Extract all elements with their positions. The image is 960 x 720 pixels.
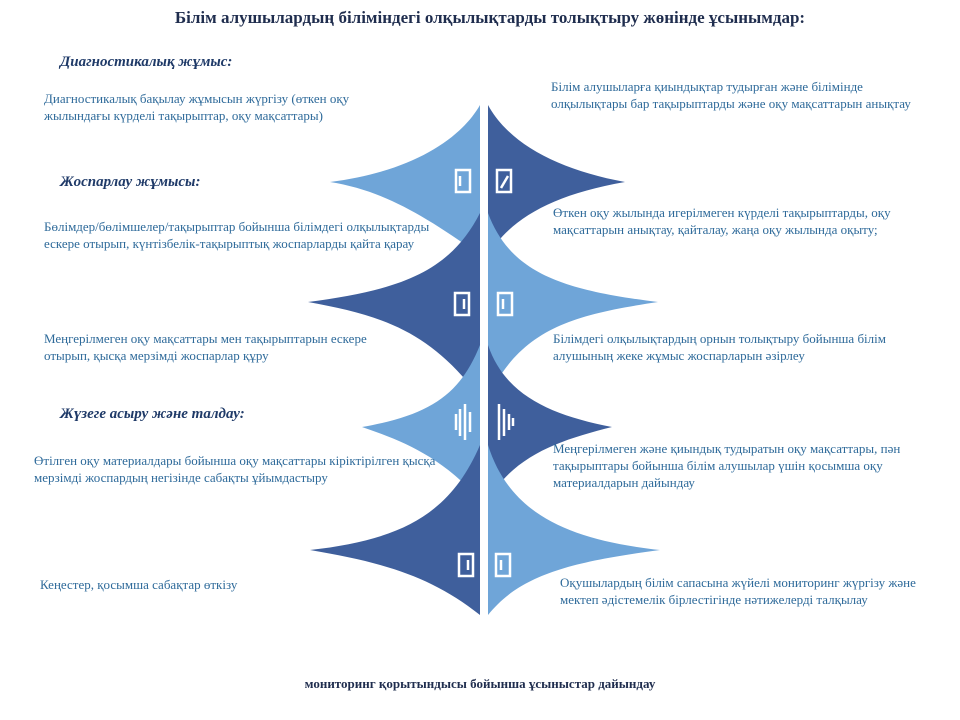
heading-diagnostic: Диагностикалық жұмыс: bbox=[60, 54, 233, 70]
right-item: Өткен оқу жылында игерілмеген күрделі тақырыптарды, оқу мақсаттарын анықтау, қайталау, жаңа оқу жылында оқыту; bbox=[553, 205, 891, 237]
right-item: Білім алушыларға қиындықтар тудырған және білімінде олқылықтары бар тақырыптарды және оқу мақсаттарын анықтау bbox=[551, 79, 911, 111]
right-item: Меңгерілмеген және қиындық тудыратын оқу мақсаттары, пән тақырыптары бойынша білім алушылар үшін қосымша оқу материалдарын дайындау bbox=[553, 441, 901, 490]
right-item: Оқушылардың білім сапасына жүйелі мониторинг жүргізу және мектеп әдістемелік бірлестігінде нәтижелерді талқылау bbox=[560, 575, 916, 607]
left-item: Диагностикалық бақылау жұмысын жүргізу (өткен оқу жылындағы күрделі тақырыптар, оқу мақсаттары) bbox=[44, 91, 350, 123]
left-item: Кеңестер, қосымша сабақтар өткізу bbox=[40, 577, 238, 592]
right-shape-2 bbox=[488, 213, 658, 398]
left-item: Меңгерілмеген оқу мақсаттары мен тақырыптарын ескере отырып, қысқа мерзімді жоспарлар құру bbox=[44, 331, 367, 363]
right-item: Білімдегі олқылықтардың орнын толықтыру бойынша білім алушының жеке жұмыс жоспарларын әзірлеу bbox=[553, 331, 886, 363]
heading-planning: Жоспарлау жұмысы: bbox=[60, 174, 201, 190]
page-title: Білім алушылардың біліміндегі олқылықтарды толықтыру жөнінде ұсынымдар: bbox=[174, 8, 806, 27]
heading-implementation: Жүзеге асыру және талдау: bbox=[60, 406, 245, 422]
footer-text: мониторинг қорытындысы бойынша ұсыныстар дайындау bbox=[304, 676, 656, 691]
left-item: Өтілген оқу материалдары бойынша оқу мақсаттары кіріктірілген қысқа мерзімді жоспардың негізінде сабақты ұйымдастыру bbox=[34, 453, 436, 485]
left-item: Бөлімдер/бөлімшелер/тақырыптар бойынша білімдегі олқылықтарды ескере отырып, күнтізбелік-тақырыптық жоспарларды қайта қарау bbox=[44, 219, 430, 251]
